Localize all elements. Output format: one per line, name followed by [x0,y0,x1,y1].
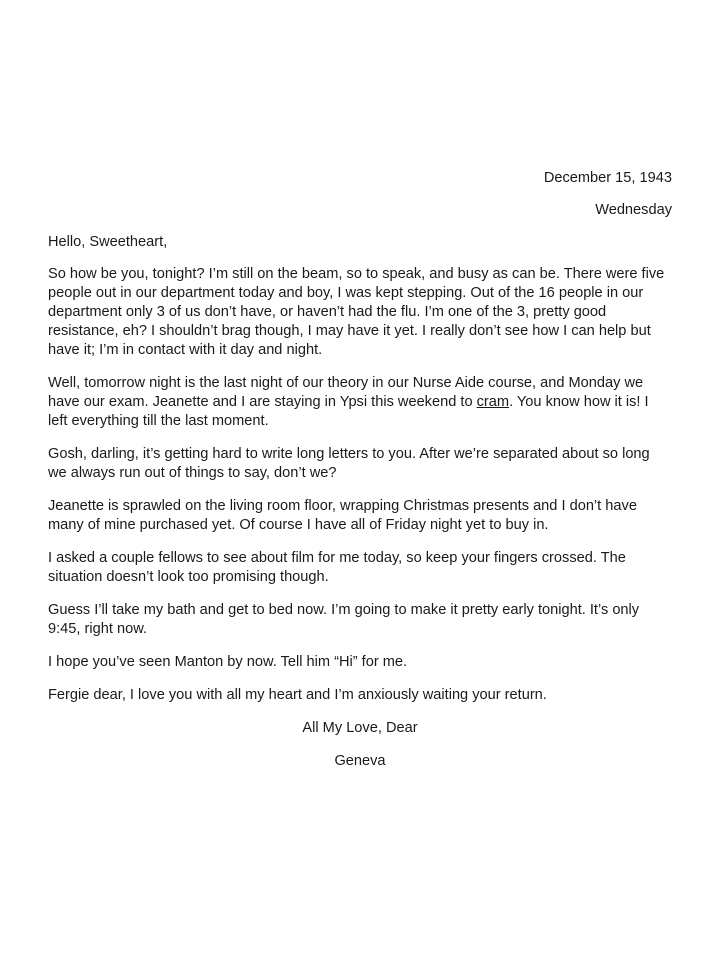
paragraph-5: I asked a couple fellows to see about film for me today, so keep your fingers crossed. The situation doesn’t look too promising though. [48,550,626,585]
paragraph-2 [48,374,672,431]
paragraph-1: So how be you, tonight? I’m still on the beam, so to speak, and busy as can be. There were five people out in our department today and boy, I was kept stepping. Out of the 16 people in our department only 3 of us don’t have, or haven’t had the flu. I’m one of the 3, pretty good resistance, eh? I shouldn’t brag though, I may have it yet. I really don’t see how I can help but have it; I’m in contact with it day and night. [48,266,665,358]
greeting: Hello, Sweetheart, [48,234,168,250]
letter-day: Wednesday [595,202,672,218]
closing: All My Love, Dear [302,720,418,736]
letter [48,169,672,771]
underlined-word: cram [476,394,510,410]
paragraph-2-start: Well, tomorrow night is the last night of our theory in our Nurse Aide course, and Monday we have our exam. Jeanette and I are staying in Ypsi this weekend to [48,375,644,410]
paragraph-7: I hope you’ve seen Manton by now. Tell him “Hi” for me. [48,654,408,670]
letter-date: December 15, 1943 [543,170,672,186]
paragraph-3: Gosh, darling, it’s getting hard to write long letters to you. After we’re separated about so long we always run out of things to say, don’t we? [48,446,650,481]
signature: Geneva [334,753,386,769]
paragraph-6: Guess I’ll take my bath and get to bed now. I’m going to make it pretty early tonight. It’s only 9:45, right now. [48,602,640,637]
paragraph-8: Fergie dear, I love you with all my heart and I’m anxiously waiting your return. [48,687,547,703]
paragraph-4: Jeanette is sprawled on the living room floor, wrapping Christmas presents and I don’t have many of mine purchased yet. Of course I have all of Friday night yet to buy in. [48,498,637,533]
paragraph-2-end: . You know how it is! I left everything till the last moment. [48,394,649,429]
